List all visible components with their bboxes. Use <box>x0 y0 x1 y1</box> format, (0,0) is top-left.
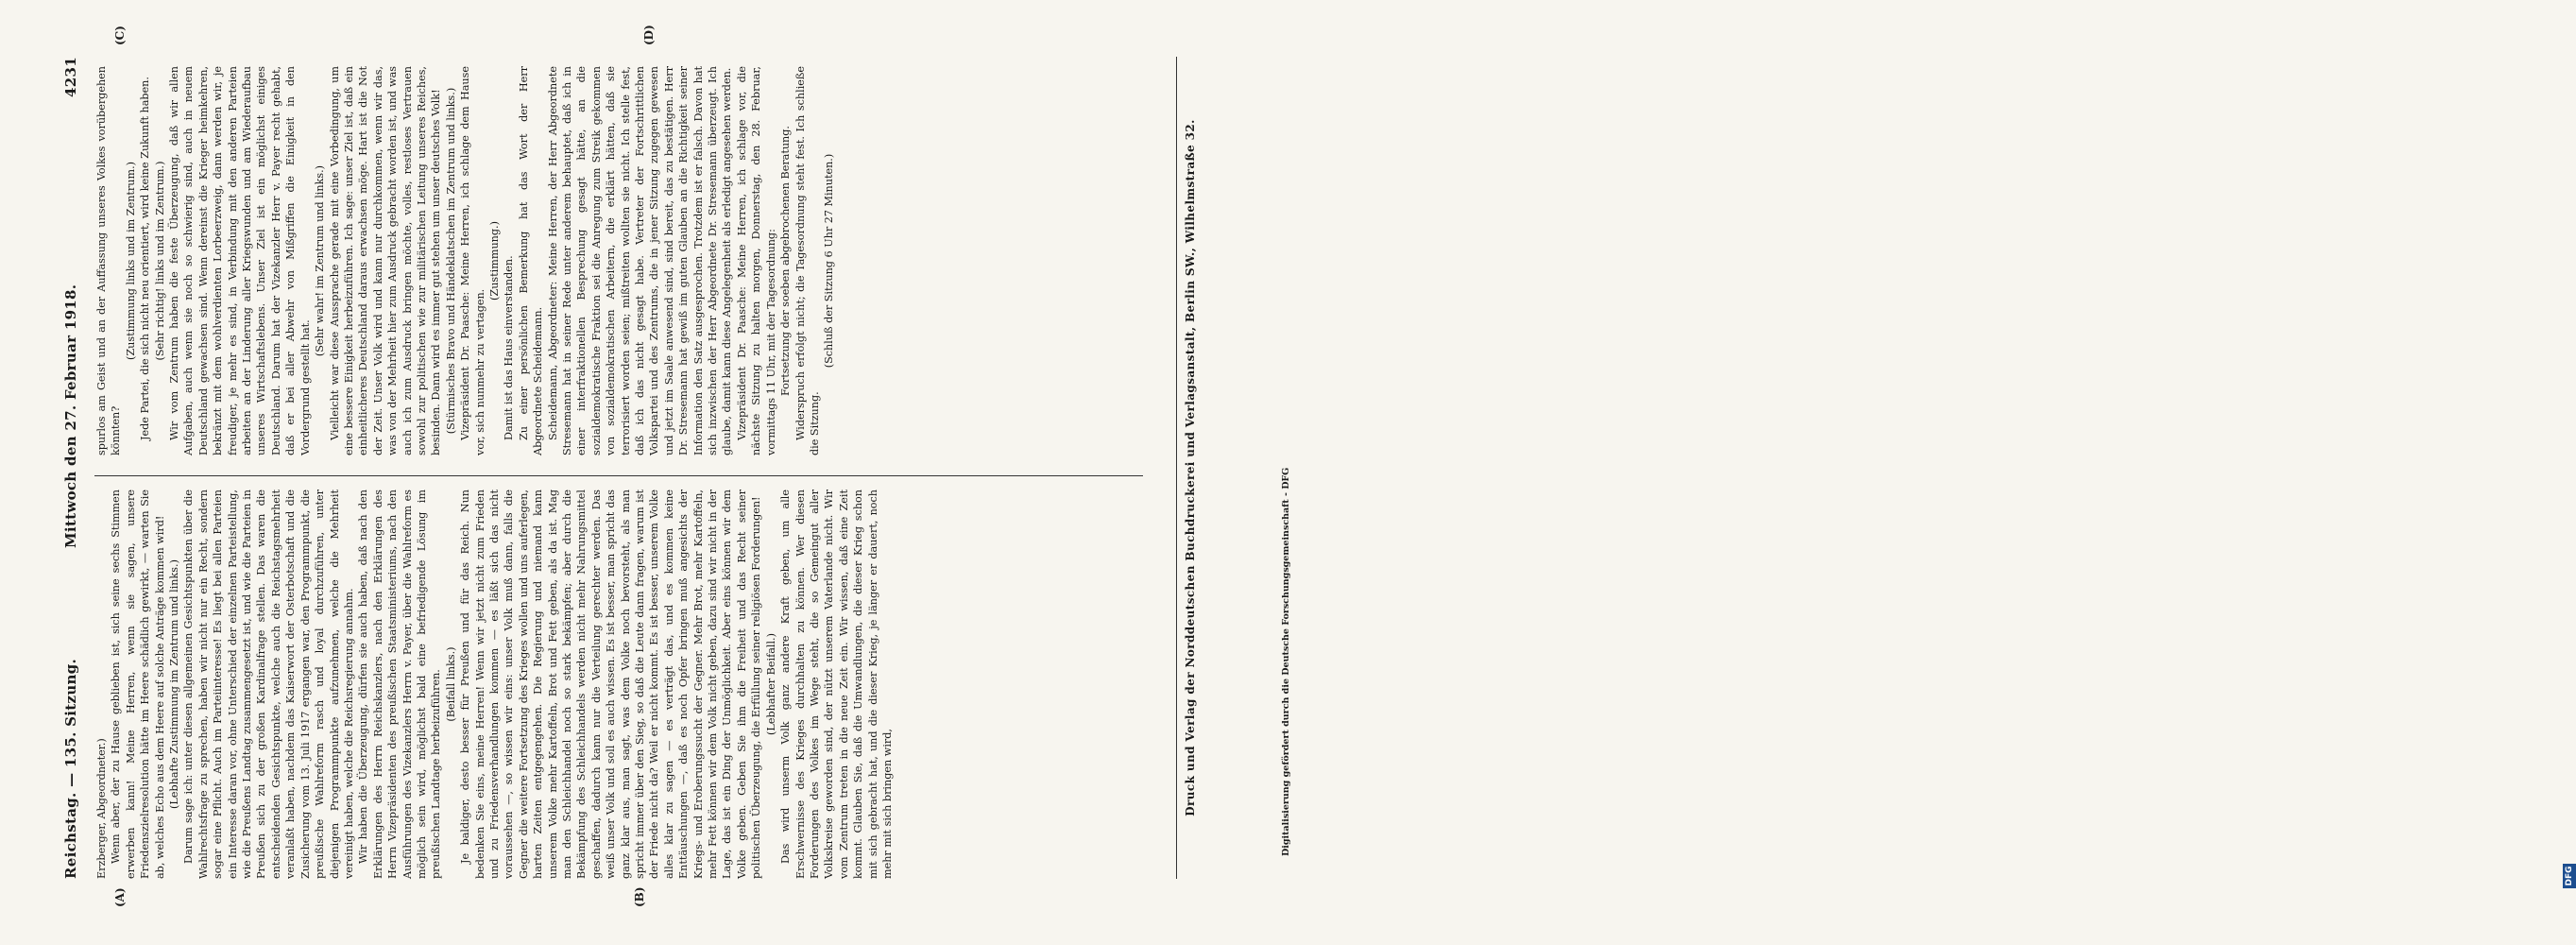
paragraph: Jede Partei, die sich nicht neu orientiert, wird keine Zukunft haben. <box>139 77 152 440</box>
paragraph: Vielleicht war diese Aussprache gerade mit eine Vorbedingung, um eine bessere Einigkeit herbeizuführen. Ich sage: unser Ziel ist, daß ein einheitlicheres Deutschland daraus erwachsen möge. Hart ist die Not der Zeit. Unser Volk wird und kann nur durchkommen, wenn wir das, was von der Mehrheit hier zum Ausdruck gebracht worden ist, und was auch ich zum Ausdruck bringen möchte, volles, restloses Vertrauen sowohl zur politischen wie zur militärischen Leitung unseres Reiches, besinden. Dann wird es immer gut stehen um unser deutsches Volk! <box>328 66 443 455</box>
interjection: (Stürmisches Bravo und Händeklatschen im Zentrum und links.) <box>444 87 457 435</box>
header-date: Mittwoch den 27. Februar 1918. <box>62 284 79 548</box>
agenda-item: Fortsetzung der soeben abgebrochenen Beratung. <box>779 126 793 396</box>
paragraph: spurlos am Geist und an der Auffassung unseres Volkes vorübergehen könnten? <box>95 66 123 455</box>
paragraph: Je baldiger, desto besser für Preußen und für das Reich. Nun bedenken Sie eins, meine Herren! Wenn wir jetzt nicht zum Frieden und zu Friedensverhandlungen kommen — es läßt sich das nicht voraussehen —, so wissen wir eins: unser Volk muß dann, falls die Gegner die weitere Fortsetzung des Krieges wollen und uns auferlegen, harten Zeiten entgegengehen. Die Regierung und niemand kann unserem Volke mehr Kartoffeln, Brot und Fett geben, als da ist. Mag man den Schleichhandel noch so stark bekämpfen; aber durch die Bekämpfung des Schleichhandels werden nicht mehr Nahrungsmittel geschaffen, dadurch kann nur die Verteilung gerechter werden. Das weiß unser Volk und soll es auch wissen. Es ist besser, man spricht das ganz klar aus, man sagt, was dem Volke noch bevorsteht, als man spricht immer über den Sieg, so daß die Leute dann fragen, warum ist der Friede nicht da? Weil er nicht kommt. Es ist besser, unserem Volke alles klar zu sagen — es verträgt das, und es kommen keine Enttäuschungen —, daß es noch Opfer bringen muß angesichts der Kriegs- und Eroberungssucht der Gegner. Mehr Brot, mehr Kartoffeln, mehr Fett können wir dem Volk nicht geben, dazu sind wir nicht in der Lage, das ist ein Ding der Unmöglichkeit. Aber eins können wir dem Volke geben. Geben Sie ihm die Freiheit und das Recht seiner politischen Überzeugung, die Erfüllung seiner religiösen Forderungen! <box>459 490 763 879</box>
paragraph: Vizepräsident Dr. Paasche: Meine Herren, ich schlage vor, die nächste Sitzung zu halten morgen, Donnerstag, den 28. Februar, vormittags 11 Uhr, mit der Tagesordnung: <box>735 66 777 455</box>
margin-mark-c: (C) <box>113 26 127 45</box>
paragraph: Damit ist das Haus einverstanden. <box>503 255 516 440</box>
funding-text: Digitalisierung gefördert durch die Deutsche Forschungsgemeinschaft - DFG <box>1281 467 1291 856</box>
paragraph: Wenn aber, der zu Hause geblieben ist, sich seine sechs Stimmen erwerben kann! Meine Herren, wenn sie sagen, unsere Friedenszielresolution hätte im Heere schädlich gewirkt, — warten Sie ab, welches Echo aus dem Heere auf solche Anträge kommen wird! <box>110 490 166 879</box>
paragraph: Das wird unserm Volk ganz andere Kraft geben, um alle Erschwernisse des Krieges durchhalten zu können. Wer diesen Forderungen des Volkes im Wege steht, die so Gemeingut aller Volkskreise geworden sind, der nützt unserem Vaterlande nicht. Wir vom Zentrum treten in die neue Zeit ein. Wir wissen, daß eine Zeit kommt. Glauben Sie, daß die Umwandlungen, die dieser Krieg schon mit sich gebracht hat, und die dieser Krieg, je länger er dauert, noch mehr mit sich bringen wird, <box>779 490 894 879</box>
interjection: (Lebhafter Beifall.) <box>764 633 777 735</box>
header-left: Reichstag. — 135. Sitzung. <box>62 658 79 879</box>
interjection: (Lebhafte Zustimmung im Zentrum und links.) <box>168 559 181 809</box>
paragraph: Vizepräsident Dr. Paasche: Meine Herren, ich schlage dem Hause vor, sich nunmehr zu vertagen. <box>459 66 486 455</box>
footer-rule <box>1176 57 1177 879</box>
interjection: (Zustimmung.) <box>487 221 501 301</box>
column-separator <box>94 475 1143 476</box>
margin-mark-b: (B) <box>633 886 646 907</box>
dfg-logo-icon: DFG <box>2563 864 2576 888</box>
speaker-tag: Erzberger, Abgeordneter.) <box>95 738 108 879</box>
closing-note: (Schluß der Sitzung 6 Uhr 27 Minuten.) <box>823 153 836 369</box>
page-number: 4231 <box>62 57 79 97</box>
paragraph: Wir vom Zentrum haben die feste Überzeugung, daß wir allen Aufgaben, auch wenn sie noch so schwierig sind, auch in neuem Deutschland gewachsen sind. Wenn dereinst die Krieger heimkehren, bekränzt mit dem wohlverdienten Lorbeerzweig, dann werden wir, je freudiger, je mehr es sind, in Verbindung mit den anderen Parteien arbeiten an der Linderung aller Kriegswunden und am Wiederaufbau unseres Wirtschaftslebens. Unser Ziel ist ein möglichst einiges Deutschland. Darum hat der Vizekanzler Herr v. Payer recht gehabt, daß er bei aller Abwehr von Mißgriffen die Einigkeit in den Vordergrund gestellt hat. <box>168 66 312 455</box>
margin-mark-a: (A) <box>113 887 127 907</box>
right-column <box>94 66 837 455</box>
interjection: (Zustimmung links und im Zentrum.) <box>124 162 137 360</box>
paragraph: Darum sage ich: unter diesen allgemeinen Gesichtspunkten über die Wahlrechtsfrage zu sprechen, haben wir nicht nur ein Recht, sondern sogar eine Pflicht. Auch im Parteiinteresse! Es liegt bei allen Parteien ein Interesse daran vor, ohne Unterschied der einzelnen Parteistellung, wie die Preußens Landtag zusammengesetzt ist, und wie die Parteien in Preußen sich zu der großen Kardinalfrage stellen. Das waren die entscheidenden Gesichtspunkte, welche auch die Reichstagsmehrheit veranlaßt haben, nachdem das Kaiserwort der Osterbotschaft und die Zusicherung vom 13. Juli 1917 ergangen war, den Programmpunkt, die preußische Wahlreform rasch und loyal durchzuführen, unter diejenigen Programmpunkte aufzunehmen, welche die Mehrheit vereinigt haben, welche die Reichsregierung annahm. <box>182 490 355 879</box>
interjection: (Sehr richtig! links und im Zentrum.) <box>153 161 166 361</box>
page-header <box>62 57 87 879</box>
paragraph: Scheidemann, Abgeordneter: Meine Herren, der Herr Abgeordnete Stresemann hat in seiner Rede unter anderem behauptet, daß ich in einer interfraktionellen Besprechung gesagt hätte, an die sozialdemokratische Fraktion sei die Anregung zum Streik gekommen von sozialdemokratischen Arbeitern, die erklärt hätten, daß sie terrorisiert worden seien; mißtreiten wollten sie nicht. Ich stelle fest, daß ich das nicht gesagt habe. Vertreter der Fortschrittlichen Volkspartei und des Zentrums, die in jener Sitzung zugegen gewesen und jetzt im Saale anwesend sind, sind bereit, das zu bestätigen. Herr Dr. Stresemann hat gewiß im guten Glauben an die Richtigkeit seiner Information den Satz ausgesprochen. Trotzdem ist er falsch. Davon hat sich inzwischen der Herr Abgeordnete Dr. Stresemann überzeugt. Ich glaube, damit kann diese Angelegenheit als erledigt angesehen werden. <box>546 66 734 455</box>
paragraph: Wir haben die Überzeugung, dürfen sie auch haben, daß nach den Erklärungen des Herrn Reichskanzlers, nach den Erklärungen des Herrn Vizepräsidenten des preußischen Staatsministeriums, nach den Ausführungen des Vizekanzlers Herrn v. Payer, über die Wahlreform es möglich sein wird, möglichst bald eine befriedigende Lösung im preußischen Landtage herbeizuführen. <box>357 490 443 879</box>
interjection: (Beifall links.) <box>444 646 457 722</box>
paragraph: Widerspruch erfolgt nicht; die Tagesordnung steht fest. Ich schließe die Sitzung. <box>793 66 821 455</box>
printer-imprint: Druck und Verlag der Norddeutschen Buchdruckerei und Verlagsanstalt, Berlin SW., Wilhelmstraße 32. <box>1184 119 1197 816</box>
interjection: (Sehr wahr! im Zentrum und links.) <box>314 164 327 357</box>
paragraph: Zu einer persönlichen Bemerkung hat das Wort der Herr Abgeordnete Scheidemann. <box>517 66 545 455</box>
left-column <box>94 490 895 879</box>
margin-mark-d: (D) <box>642 25 656 45</box>
